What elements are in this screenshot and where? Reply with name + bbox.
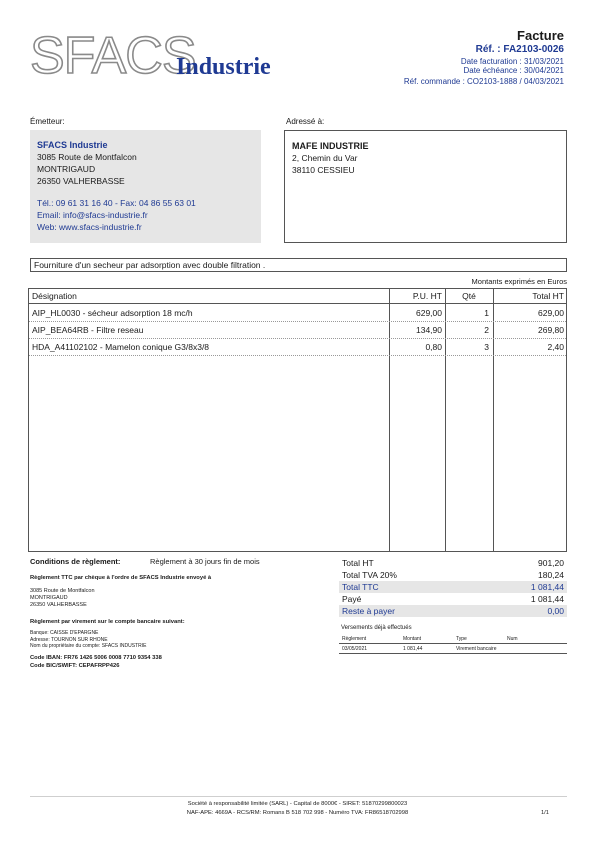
emitter-web: Web: www.sfacs-industrie.fr	[37, 222, 142, 232]
totals-box	[339, 557, 567, 617]
invoice-reference: Réf. : FA2103-0026	[475, 44, 564, 55]
emitter-address-line: 26350 VALHERBASSE	[37, 176, 125, 186]
cheque-address-line: 26350 VALHERBASSE	[30, 602, 87, 608]
paid-row	[339, 593, 567, 605]
cheque-title: Règlement TTC par chèque à l'ordre de SFACS Industrie envoyé à	[30, 575, 212, 581]
total-label: Total HT	[342, 558, 374, 568]
row-designation: HDA_A41102102 - Mamelon conique G3/8x3/8	[32, 342, 210, 352]
total-ttc-row	[339, 581, 567, 593]
payment-amount: 1 081,44	[403, 646, 423, 652]
total-label: Total TTC	[342, 582, 379, 592]
cheque-address-line: 3085 Route de Montfalcon	[30, 588, 95, 594]
payments-header-montant: Montant	[403, 636, 422, 642]
cheque-address-line: MONTRIGAUD	[30, 595, 68, 601]
company-logo: SFACS	[30, 27, 196, 85]
header-quantity: Qté	[462, 291, 476, 301]
emitter-name: SFACS Industrie	[37, 140, 108, 150]
row-designation: AIP_HL0030 - sécheur adsorption 18 mc/h	[32, 308, 193, 318]
recipient-box	[284, 130, 567, 243]
bank-address: Adresse: TOURNON SUR RHONE	[30, 636, 108, 643]
payment-date: 03/05/2021	[342, 646, 368, 652]
table-row	[29, 339, 566, 356]
row-total: 629,00	[538, 308, 564, 318]
row-unit-price: 629,00	[416, 308, 442, 318]
payment-conditions-label: Conditions de règlement:	[30, 557, 121, 566]
currency-note: Montants exprimés en Euros	[471, 277, 567, 286]
row-quantity: 3	[484, 342, 489, 352]
page-number: 1/1	[540, 810, 549, 816]
table-row	[29, 322, 566, 339]
iban: Code IBAN: FR76 1426 5006 0008 7710 9354 338	[30, 655, 162, 661]
total-label: Payé	[342, 594, 362, 604]
bank-name: Banque: CAISSE D'EPARGNE	[30, 630, 99, 636]
emitter-email: Email: info@sfacs-industrie.fr	[37, 210, 148, 220]
table-row	[29, 305, 566, 322]
payments-header-reglement: Règlement	[342, 636, 367, 642]
total-value: 180,24	[538, 570, 564, 580]
total-tva-row	[339, 569, 567, 581]
cheque-address	[30, 588, 95, 609]
payments-header	[339, 634, 567, 644]
due-date: Date échéance : 30/04/2021	[463, 66, 564, 75]
total-value: 901,20	[538, 558, 564, 568]
total-value: 1 081,44	[530, 582, 564, 592]
payment-type: Virement bancaire	[456, 646, 497, 652]
emitter-box	[30, 130, 261, 243]
emitter-label: Émetteur:	[30, 117, 65, 126]
order-reference: Réf. commande : CO2103-1888 / 04/03/2021	[403, 77, 564, 86]
recipient-label: Adressé à:	[286, 117, 325, 126]
row-unit-price: 0,80	[425, 342, 442, 352]
header-designation: Désignation	[32, 291, 77, 301]
footer-divider	[30, 796, 567, 797]
items-table	[28, 288, 567, 552]
payments-table	[339, 634, 567, 654]
row-designation: AIP_BEA64RB - Filtre reseau	[32, 325, 144, 335]
transfer-title: Règlement par virement sur le compte bancaire suivant:	[30, 619, 185, 625]
payments-header-type: Type	[456, 636, 467, 642]
row-quantity: 2	[484, 325, 489, 335]
header-unit-price: P.U. HT	[412, 291, 442, 301]
emitter-phone: Tél.: 09 61 31 16 40 - Fax: 04 86 55 63 01	[37, 198, 196, 208]
row-quantity: 1	[484, 308, 489, 318]
payments-header-num: Num	[507, 636, 518, 642]
invoice-object: Fourniture d'un secheur par adsorption avec double filtration .	[30, 258, 567, 272]
company-logo-suffix: Industrie	[176, 54, 271, 80]
footer-legal-line-1: Société à responsabilité limitée (SARL) - Capital de 8000€ - SIRET: 51870299800023	[187, 801, 408, 807]
recipient-name: MAFE INDUSTRIE	[292, 141, 369, 151]
total-label: Reste à payer	[342, 606, 395, 616]
recipient-address-line: 38110 CESSIEU	[292, 165, 355, 175]
row-total: 2,40	[547, 342, 564, 352]
bic: Code BIC/SWIFT: CEPAFRPP426	[30, 663, 120, 669]
header-total: Total HT	[532, 291, 564, 301]
total-ht-row	[339, 557, 567, 569]
row-total: 269,80	[538, 325, 564, 335]
invoice-title: Facture	[517, 28, 564, 43]
total-value: 1 081,44	[530, 594, 564, 604]
total-label: Total TVA 20%	[342, 570, 397, 580]
remaining-row	[339, 605, 567, 617]
recipient-address-line: 2, Chemin du Var	[292, 153, 358, 163]
invoice-date: Date facturation : 31/03/2021	[460, 57, 564, 66]
payments-title: Versements déjà effectués	[341, 625, 412, 631]
payment-conditions-value: Règlement à 30 jours fin de mois	[150, 557, 260, 566]
bank-details	[30, 630, 146, 650]
footer-legal-line-2: NAF-APE: 4669A - RCS/RM: Romans B 518 702 998 - Numéro TVA: FR86518702998	[186, 810, 409, 816]
emitter-address-line: 3085 Route de Montfalcon	[37, 152, 137, 162]
payment-row	[339, 644, 567, 654]
emitter-address-line: MONTRIGAUD	[37, 164, 96, 174]
row-unit-price: 134,90	[416, 325, 442, 335]
total-value: 0,00	[547, 606, 564, 616]
account-owner: Nom du propriétaire du compte: SFACS INDUSTRIE	[30, 643, 147, 649]
